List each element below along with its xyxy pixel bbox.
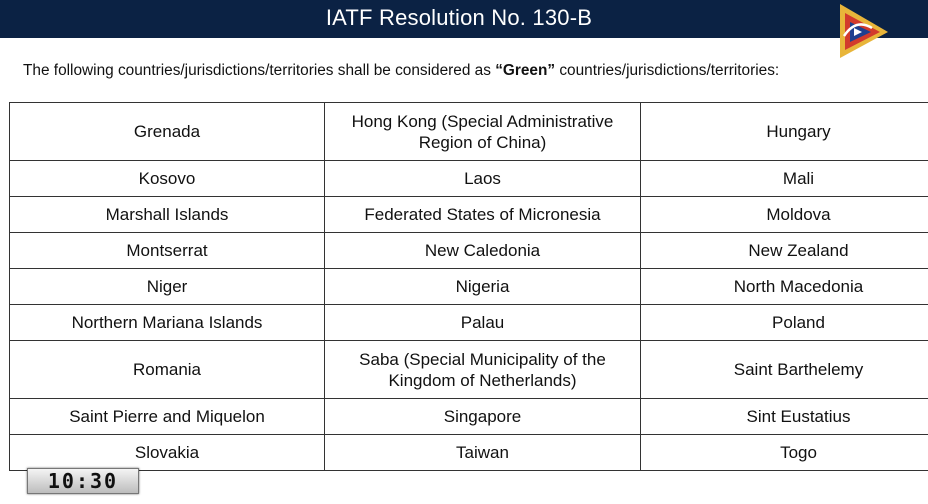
table-cell: Federated States of Micronesia [325, 197, 641, 233]
green-countries-table [9, 102, 928, 471]
table-cell: Palau [325, 305, 641, 341]
table-cell: Singapore [325, 399, 641, 435]
table-cell: Saba (Special Municipality of the Kingdom of Netherlands) [325, 341, 641, 399]
table-cell: Sint Eustatius [641, 399, 928, 435]
table-cell: Saint Barthelemy [641, 341, 928, 399]
page-title: IATF Resolution No. 130-B [325, 5, 593, 30]
table-row [10, 103, 928, 161]
table-cell: New Caledonia [325, 233, 641, 269]
table-cell: Saint Pierre and Miquelon [10, 399, 325, 435]
table-cell: Moldova [641, 197, 928, 233]
table-cell: Niger [10, 269, 325, 305]
intro-text [23, 62, 913, 80]
intro-highlight: “Green” [495, 62, 556, 79]
table-cell: North Macedonia [641, 269, 928, 305]
table-cell: Grenada [10, 103, 325, 161]
table-row [10, 161, 928, 197]
table-cell: Laos [325, 161, 641, 197]
table-row [10, 435, 928, 471]
title-bar [0, 0, 928, 38]
table-cell: Romania [10, 341, 325, 399]
table-cell: Northern Mariana Islands [10, 305, 325, 341]
table-row [10, 305, 928, 341]
table-cell: Taiwan [325, 435, 641, 471]
table-cell: Montserrat [10, 233, 325, 269]
table-cell: Slovakia [10, 435, 325, 471]
table-row [10, 341, 928, 399]
broadcast-triangle-logo-icon [836, 2, 892, 58]
table-row [10, 399, 928, 435]
table-cell: Togo [641, 435, 928, 471]
table-row [10, 233, 928, 269]
table-cell: Nigeria [325, 269, 641, 305]
table-cell: Poland [641, 305, 928, 341]
table-cell: New Zealand [641, 233, 928, 269]
table-cell: Kosovo [10, 161, 325, 197]
intro-text-after: countries/jurisdictions/territories: [555, 62, 780, 79]
table-cell: Hungary [641, 103, 928, 161]
table-cell: Mali [641, 161, 928, 197]
table-row [10, 197, 928, 233]
intro-text-before: The following countries/jurisdictions/territories shall be considered as [23, 62, 496, 79]
broadcast-clock: 10:30 [27, 468, 139, 494]
table-cell: Marshall Islands [10, 197, 325, 233]
table-row [10, 269, 928, 305]
table-cell: Hong Kong (Special Administrative Region of China) [325, 103, 641, 161]
